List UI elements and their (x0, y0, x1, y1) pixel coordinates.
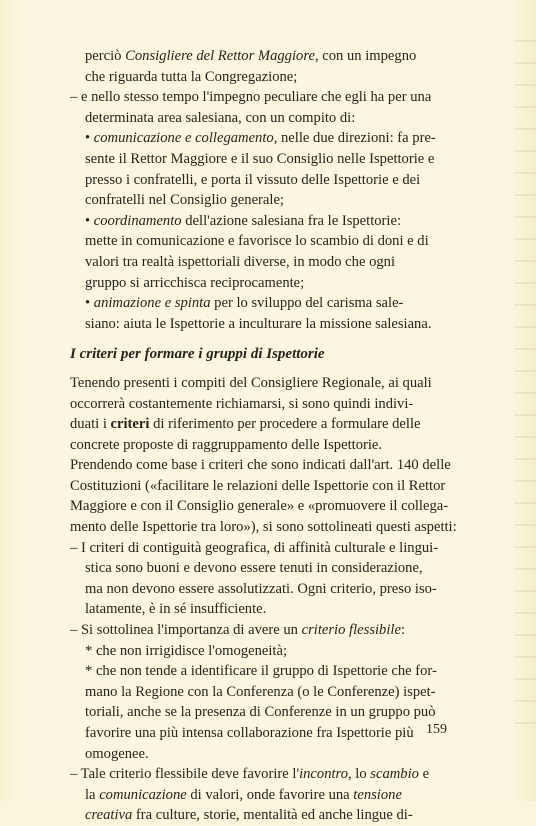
text-span: e (418, 766, 430, 783)
page-number: 159 (426, 722, 447, 737)
text-span: dell'azione salesiana fra le Ispettorie: (181, 212, 401, 229)
text-span: di valori, onde favorire una (186, 786, 354, 803)
text-span: siano: aiuta le Ispettorie a inculturare la missione salesiana. (85, 315, 432, 332)
text-span: – Tale criterio flessibile deve favorire l' (70, 766, 300, 783)
text-span: mano la Regione con la Conferenza (o le Conferenze) ispet- (85, 683, 436, 700)
text-line (70, 252, 462, 273)
italic-span: Consigliere del Rettor Maggiore, (125, 48, 319, 64)
text-span: , lo (348, 766, 371, 783)
text-line (70, 744, 462, 765)
text-span: • (85, 212, 94, 229)
text-line (70, 170, 462, 191)
text-span: occorrerà costantemente richiamarsi, si sono quindi indivi- (70, 395, 414, 412)
text-span: gruppo si arricchisca reciprocamente; (85, 274, 305, 291)
text-line (70, 293, 462, 314)
text-span: favorire una più intensa collaborazione fra Ispettorie più (85, 725, 414, 741)
text-span: concrete proposte di raggruppamento delle Ispettorie. (70, 436, 383, 453)
text-line (70, 723, 462, 744)
section-heading: I criteri per formare i gruppi di Ispettorie (70, 346, 325, 363)
text-span: mento delle Ispettorie tra loro»), si sono sottolineati questi aspetti: (70, 519, 457, 536)
italic-span: coordinamento (93, 212, 182, 229)
text-line (70, 476, 462, 497)
italic-span: criterio flessibile (301, 622, 401, 639)
text-line (70, 149, 462, 170)
text-line (70, 373, 462, 394)
text-line (70, 231, 462, 252)
text-span: ma non devono essere assolutizzati. Ogni criterio, preso iso- (85, 580, 437, 597)
text-span: con un impegno (318, 48, 417, 64)
body-text-top (70, 46, 462, 334)
text-span: – I criteri di contiguità geografica, di affinità culturale e lingui- (70, 539, 439, 556)
text-span: • (85, 295, 94, 312)
text-line (70, 190, 462, 211)
text-span: perciò (85, 48, 126, 64)
bold-span: criteri (110, 416, 150, 433)
text-span: sente il Rettor Maggiore e il suo Consiglio nelle Ispettorie e (85, 150, 435, 167)
text-span: * che non irrigidisce l'omogeneità; (85, 642, 288, 659)
text-line (70, 108, 462, 129)
text-span: che riguarda tutta la Congregazione; (85, 68, 298, 85)
text-line (70, 273, 462, 294)
text-span: omogenee. (85, 745, 149, 762)
italic-span: scambio (370, 766, 419, 783)
text-span: – e nello stesso tempo l'impegno peculiare che egli ha per una (70, 89, 432, 106)
text-line (70, 702, 462, 723)
text-span: toriali, anche se la presenza di Conferenze in un gruppo può (85, 704, 436, 721)
text-line (70, 496, 462, 517)
text-span: la (85, 786, 100, 803)
text-span: * che non tende a identificare il gruppo di Ispettorie che for- (85, 663, 437, 680)
italic-span: incontro (299, 766, 348, 783)
text-line (70, 579, 462, 600)
text-span: latamente, è in sé insufficiente. (85, 601, 267, 618)
italic-span: animazione e spinta (93, 295, 211, 312)
text-line (70, 661, 462, 682)
text-line (70, 558, 462, 579)
body-text-bottom (70, 373, 462, 826)
text-line (70, 599, 462, 620)
text-line (70, 785, 462, 806)
text-line (70, 414, 462, 435)
text-span: mette in comunicazione e favorisce lo scambio di doni e di (85, 233, 429, 250)
text-line (70, 641, 462, 662)
text-line (70, 764, 462, 785)
italic-span: tensione (353, 786, 402, 803)
text-line (70, 682, 462, 703)
text-line (70, 435, 462, 456)
text-line (70, 314, 462, 335)
text-line (70, 87, 462, 108)
italic-span: creativa (85, 807, 133, 824)
text-span: – Si sottolinea l'importanza di avere un (70, 622, 302, 639)
text-line (70, 46, 462, 67)
text-span: Tenendo presenti i compiti del Consigliere Regionale, ai quali (70, 374, 432, 391)
page-text (70, 46, 462, 826)
text-line (70, 128, 462, 149)
text-span: • (85, 130, 94, 147)
text-span: valori tra realtà ispettoriali diverse, in modo che ogni (85, 253, 396, 270)
text-span: stica sono buoni e devono essere tenuti in considerazione, (85, 560, 423, 577)
text-span: : (400, 622, 405, 639)
text-line (70, 517, 462, 538)
text-span: confratelli nel Consiglio generale; (85, 192, 284, 209)
text-span: fra culture, storie, mentalità ed anche lingue di- (132, 807, 413, 824)
text-span: Costituzioni («facilitare le relazioni delle Ispettorie con il Rettor (70, 477, 446, 494)
text-line (70, 67, 462, 88)
text-span: determinata area salesiana, con un compito di: (85, 109, 356, 126)
text-line (70, 620, 462, 641)
text-line (70, 805, 462, 826)
text-line (70, 211, 462, 232)
text-span: Prendendo come base i criteri che sono indicati dall'art. 140 delle (70, 457, 451, 474)
text-line (70, 394, 462, 415)
text-span: nelle due direzioni: fa pre- (277, 130, 436, 147)
text-span: duati i (70, 416, 111, 433)
text-span: di riferimento per procedere a formulare delle (149, 416, 421, 433)
text-span: presso i confratelli, e porta il vissuto delle Ispettorie e dei (85, 171, 421, 188)
text-span: per lo sviluppo del carisma sale- (210, 295, 404, 312)
bleed-through-shadow (514, 40, 536, 740)
text-line (70, 538, 462, 559)
italic-span: comunicazione e collegamento, (93, 130, 278, 147)
italic-span: comunicazione (99, 786, 187, 803)
text-span: Maggiore e con il Consiglio generale» e «promuovere il collega- (70, 498, 449, 515)
text-line (70, 455, 462, 476)
